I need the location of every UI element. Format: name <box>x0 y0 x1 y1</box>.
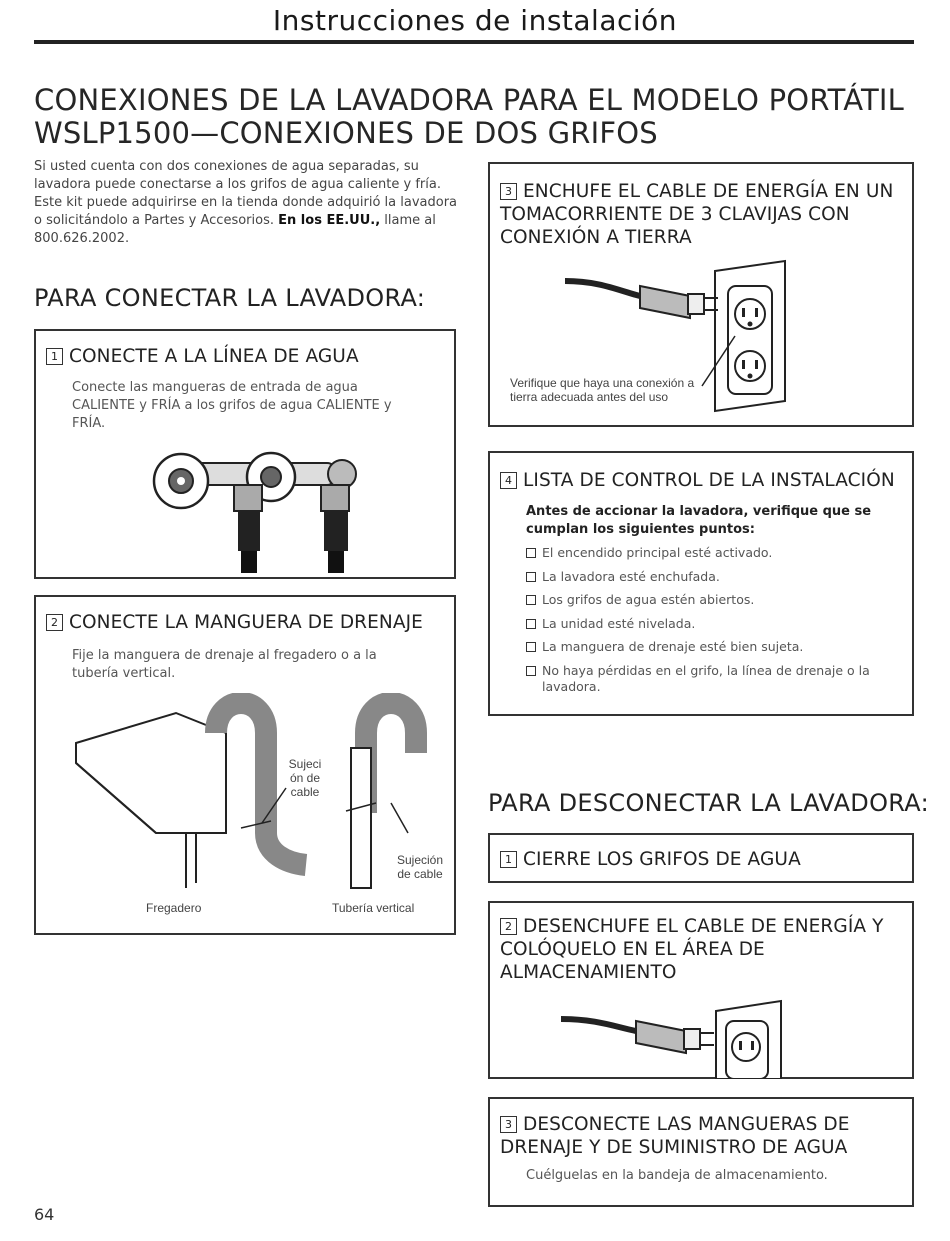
step3-box <box>488 162 914 427</box>
checkbox-icon <box>526 572 536 582</box>
checklist-lead: Antes de accionar la lavadora, verifique que se cumplan los siguientes puntos: <box>526 504 872 537</box>
valve-handle-left <box>154 454 208 508</box>
cable-tie-label-2: Sujeción de cable <box>396 853 444 881</box>
checklist <box>526 545 886 702</box>
disconnect-step2-title-row <box>500 915 900 984</box>
checklist-item: El encendido principal esté activado. <box>526 545 886 561</box>
step3-title-row <box>500 180 900 249</box>
main-title: CONEXIONES DE LA LAVADORA PARA EL MODELO PORTÁTIL WSLP1500—CONEXIONES DE DOS GRIFOS <box>34 83 905 150</box>
cable-tie-label-1: Sujeci ón de cable <box>288 757 322 799</box>
disconnect-step2-title: DESENCHUFE EL CABLE DE ENERGÍA Y COLÓQUELO EN EL ÁREA DE ALMACENAMIENTO <box>500 916 884 983</box>
intro-bold: En los EE.UU., <box>278 213 381 228</box>
checklist-item: La manguera de drenaje esté bien sujeta. <box>526 639 886 655</box>
page-number: 64 <box>34 1205 55 1224</box>
checklist-item: La lavadora esté enchufada. <box>526 569 886 585</box>
disconnect-step3-box <box>488 1097 914 1207</box>
checkbox-icon <box>526 642 536 652</box>
disconnect-heading: PARA DESCONECTAR LA LAVADORA: <box>488 789 929 817</box>
intro-text: Si usted cuenta con dos conexiones de agua separadas, su lavadora puede conectarse a los grifos de agua caliente y fría. Este kit puede adquirirse en la tienda donde adquirió la lavadora o solicitándolo a Partes y Accesorios. <box>34 159 458 228</box>
step-number: 1 <box>500 851 517 868</box>
drain-illustration <box>66 693 446 893</box>
faucets-illustration <box>146 443 366 573</box>
step4-title-row <box>500 469 895 492</box>
step4-box <box>488 451 914 716</box>
ground-caption: Verifique que haya una conexión a tierra adecuada antes del uso <box>510 376 695 404</box>
step-number: 3 <box>500 1116 517 1133</box>
step2-box <box>34 595 456 935</box>
step-number: 1 <box>46 348 63 365</box>
unplug-illustration <box>556 999 796 1079</box>
checklist-item: La unidad esté nivelada. <box>526 616 886 632</box>
connect-heading: PARA CONECTAR LA LAVADORA: <box>34 284 426 312</box>
page-header: Instrucciones de instalación <box>272 4 678 37</box>
step-number: 3 <box>500 183 517 200</box>
checkbox-icon <box>526 619 536 629</box>
intro-paragraph <box>34 158 464 248</box>
step1-title-row <box>46 345 359 368</box>
step-number: 2 <box>500 918 517 935</box>
step-number: 2 <box>46 614 63 631</box>
disconnect-step3-title: DESCONECTE LAS MANGUERAS DE DRENAJE Y DE SUMINISTRO DE AGUA <box>500 1114 850 1158</box>
disconnect-step1-title: CIERRE LOS GRIFOS DE AGUA <box>523 849 801 870</box>
intro-tail: llame al 800.626.2002. <box>34 213 436 246</box>
checkbox-icon <box>526 548 536 558</box>
checklist-item: Los grifos de agua estén abiertos. <box>526 592 886 608</box>
step3-title: ENCHUFE EL CABLE DE ENERGÍA EN UN TOMACORRIENTE DE 3 CLAVIJAS CON CONEXIÓN A TIERRA <box>500 181 894 248</box>
step2-body: Fije la manguera de drenaje al fregadero o a la tubería vertical. <box>72 648 377 681</box>
step2-title-row <box>46 611 423 634</box>
step2-title: CONECTE LA MANGUERA DE DRENAJE <box>69 612 423 633</box>
step1-body: Conecte las mangueras de entrada de agua CALIENTE y FRÍA a los grifos de agua CALIENTE y FRÍA. <box>72 380 392 431</box>
step4-title: LISTA DE CONTROL DE LA INSTALACIÓN <box>523 470 895 491</box>
disconnect-step3-body: Cuélguelas en la bandeja de almacenamiento. <box>526 1168 828 1183</box>
disconnect-step1-box <box>488 833 914 883</box>
step-number: 4 <box>500 472 517 489</box>
step1-title: CONECTE A LA LÍNEA DE AGUA <box>69 346 359 367</box>
header-rule <box>34 40 914 44</box>
checkbox-icon <box>526 666 536 676</box>
disconnect-step1-title-row <box>500 848 801 871</box>
step1-box <box>34 329 456 579</box>
checklist-item: No haya pérdidas en el grifo, la línea de drenaje o la lavadora. <box>526 663 886 695</box>
standpipe-label: Tubería vertical <box>332 901 415 915</box>
disconnect-step3-title-row <box>500 1113 900 1159</box>
sink-label: Fregadero <box>146 901 202 915</box>
disconnect-step2-box <box>488 901 914 1079</box>
checkbox-icon <box>526 595 536 605</box>
